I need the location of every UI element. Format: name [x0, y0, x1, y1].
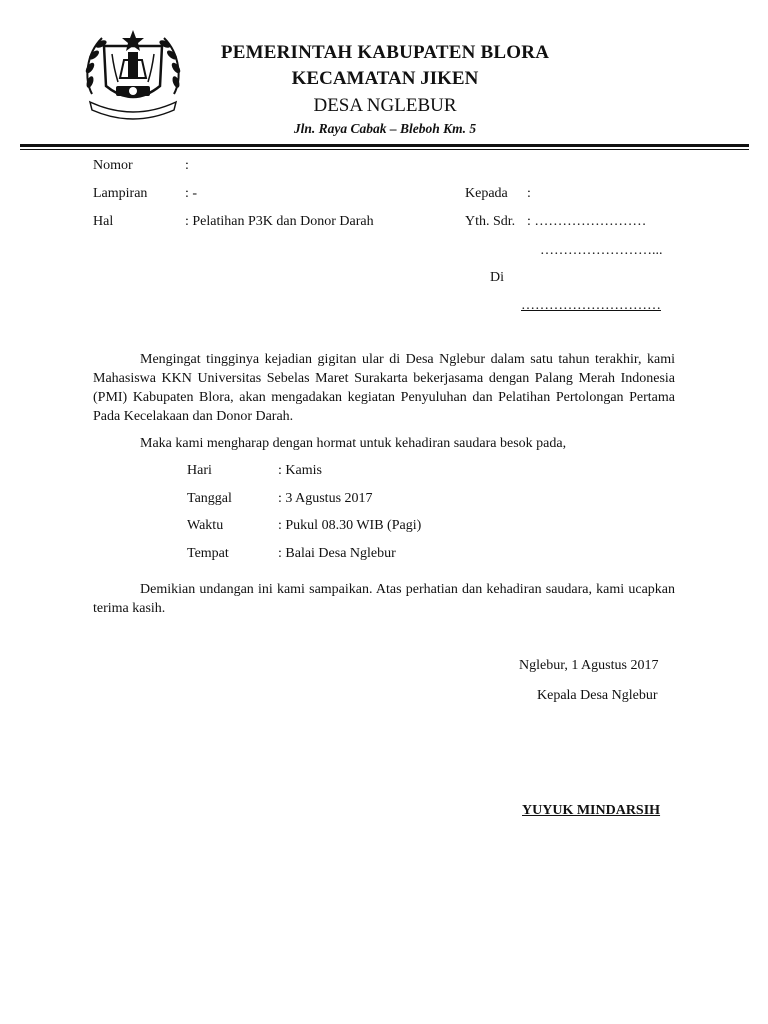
hal-label: Hal [93, 214, 114, 229]
letterhead-rule-thin [20, 149, 749, 150]
body-paragraph-3: Demikian undangan ini kami sampaikan. Atas perhatian dan kehadiran saudara, kami ucapkan terima kasih. [93, 582, 675, 616]
letterhead-address: Jln. Raya Cabak – Bleboh Km. 5 [293, 121, 477, 136]
detail-label-tanggal: Tanggal [187, 491, 232, 506]
detail-label-hari: Hari [187, 463, 212, 478]
body-paragraph-1: Mengingat tingginya kejadian gigitan ular di Desa Nglebur dalam satu tahun terakhir, kami Mahasiswa KKN Universitas Sebelas Maret Surakarta bekerjasama dengan Palang Merah Indonesia (PMI) Kabupaten Blora, akan mengadakan kegiatan Penyuluhan dan Pelatihan Pertolongan Pertama Pada Kecelakaan dan Donor Darah. [93, 352, 675, 424]
di-label: Di [490, 270, 504, 285]
detail-value-tanggal: : 3 Agustus 2017 [278, 491, 373, 506]
body-paragraph-2: Maka kami mengharap dengan hormat untuk kehadiran saudara besok pada, [140, 436, 567, 451]
detail-value-waktu: : Pukul 08.30 WIB (Pagi) [278, 518, 422, 533]
signature-position: Kepala Desa Nglebur [537, 688, 658, 703]
signature-name: YUYUK MINDARSIH [522, 803, 661, 818]
kepada-label: Kepada [465, 186, 508, 201]
nomor-value: : [185, 158, 189, 173]
yth-value: : …………………… [527, 214, 647, 229]
letterhead-village: DESA NGLEBUR [313, 95, 457, 116]
lampiran-value: : - [185, 186, 198, 201]
kepada-colon: : [527, 186, 531, 201]
regency-seal-logo [80, 24, 186, 122]
recipient-address-line: ……………………... [540, 243, 663, 258]
signature-place-date: Nglebur, 1 Agustus 2017 [519, 658, 659, 673]
lampiran-label: Lampiran [93, 186, 148, 201]
letterhead-government: PEMERINTAH KABUPATEN BLORA [220, 42, 550, 63]
detail-value-hari: : Kamis [278, 463, 322, 478]
di-value: ………………………… [521, 298, 661, 313]
letterhead-rule-thick [20, 144, 749, 147]
detail-label-waktu: Waktu [187, 518, 224, 533]
nomor-label: Nomor [93, 158, 133, 173]
detail-label-tempat: Tempat [187, 546, 229, 561]
letterhead-district: KECAMATAN JIKEN [291, 68, 479, 89]
detail-value-tempat: : Balai Desa Nglebur [278, 546, 396, 561]
yth-label: Yth. Sdr. [465, 214, 516, 229]
hal-value: : Pelatihan P3K dan Donor Darah [185, 214, 374, 229]
